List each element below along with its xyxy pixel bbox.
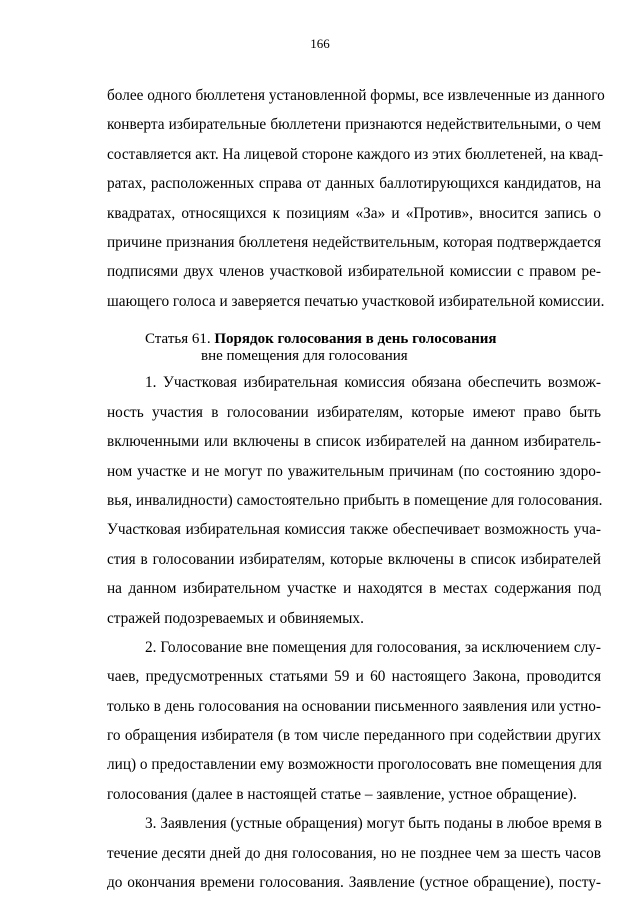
- text-line: стия в голосовании избирателям, которые включены в список избирателей: [107, 550, 601, 568]
- text-line: чаев, предусмотренных статьями 59 и 60 настоящего Закона, проводится: [107, 668, 601, 686]
- text-line: причине признания бюллетеня недействительным, которая подтверждается: [107, 234, 601, 251]
- text-line: вья, инвалидности) самостоятельно прибыть в помещение для голосования.: [107, 491, 603, 509]
- text-line: 2. Голосование вне помещения для голосования, за исключением слу-: [145, 638, 601, 656]
- text-line: течение десяти дней до дня голосования, но не позднее чем за шесть часов: [107, 844, 601, 862]
- text-line: стражей подозреваемых и обвиняемых.: [107, 609, 364, 627]
- text-line: до окончания времени голосования. Заявление (устное обращение), посту-: [107, 874, 601, 891]
- text-line: на данном избирательном участке и находятся в местах содержания под: [107, 580, 601, 598]
- article-heading: [0, 330, 640, 348]
- text-line: лиц) о предоставлении ему возможности проголосовать вне помещения для: [107, 756, 602, 774]
- text-line: 1. Участковая избирательная комиссия обязана обеспечить возмож-: [145, 374, 601, 392]
- text-line: квадратах, относящихся к позициям «За» и «Против», вносится запись о: [107, 204, 601, 222]
- text-line: ном участке и не могут по уважительным причинам (по состоянию здоро-: [107, 462, 601, 480]
- text-line: 3. Заявления (устные обращения) могут быть поданы в любое время в: [145, 815, 602, 833]
- article-label: Статья 61.: [145, 330, 211, 347]
- text-line: голосования (далее в настоящей статье – заявление, устное обращение).: [107, 785, 577, 803]
- text-line: ратах, расположенных справа от данных баллотирующихся кандидатов, на: [107, 175, 601, 193]
- page-number: 166: [310, 36, 330, 51]
- text-line: подписями двух членов участковой избирательной комиссии с правом ре-: [107, 263, 601, 281]
- article-title-line2: вне помещения для голосования: [201, 347, 408, 364]
- text-line: конверта избирательные бюллетени признаются недействительными, о чем: [107, 116, 601, 134]
- article-title-line1: Порядок голосования в день голосования: [214, 330, 497, 347]
- text-line: ность участия в голосовании избирателям, которые имеют право быть: [107, 403, 601, 421]
- text-line: составляется акт. На лицевой стороне каждого из этих бюллетеней, на квад-: [107, 145, 604, 163]
- text-line: включенными или включены в список избирателей на данном избиратель-: [107, 433, 601, 451]
- text-line: только в день голосования на основании письменного заявления или устно-: [107, 697, 601, 715]
- text-line: го обращения избирателя (в том числе переданного при содействии других: [107, 727, 601, 744]
- text-line: шающего голоса и заверяется печатью участковой избирательной комиссии.: [107, 292, 605, 310]
- text-line: Участковая избирательная комиссия также обеспечивает возможность уча-: [107, 521, 601, 539]
- text-line: более одного бюллетеня установленной формы, все извлеченные из данного: [107, 87, 605, 104]
